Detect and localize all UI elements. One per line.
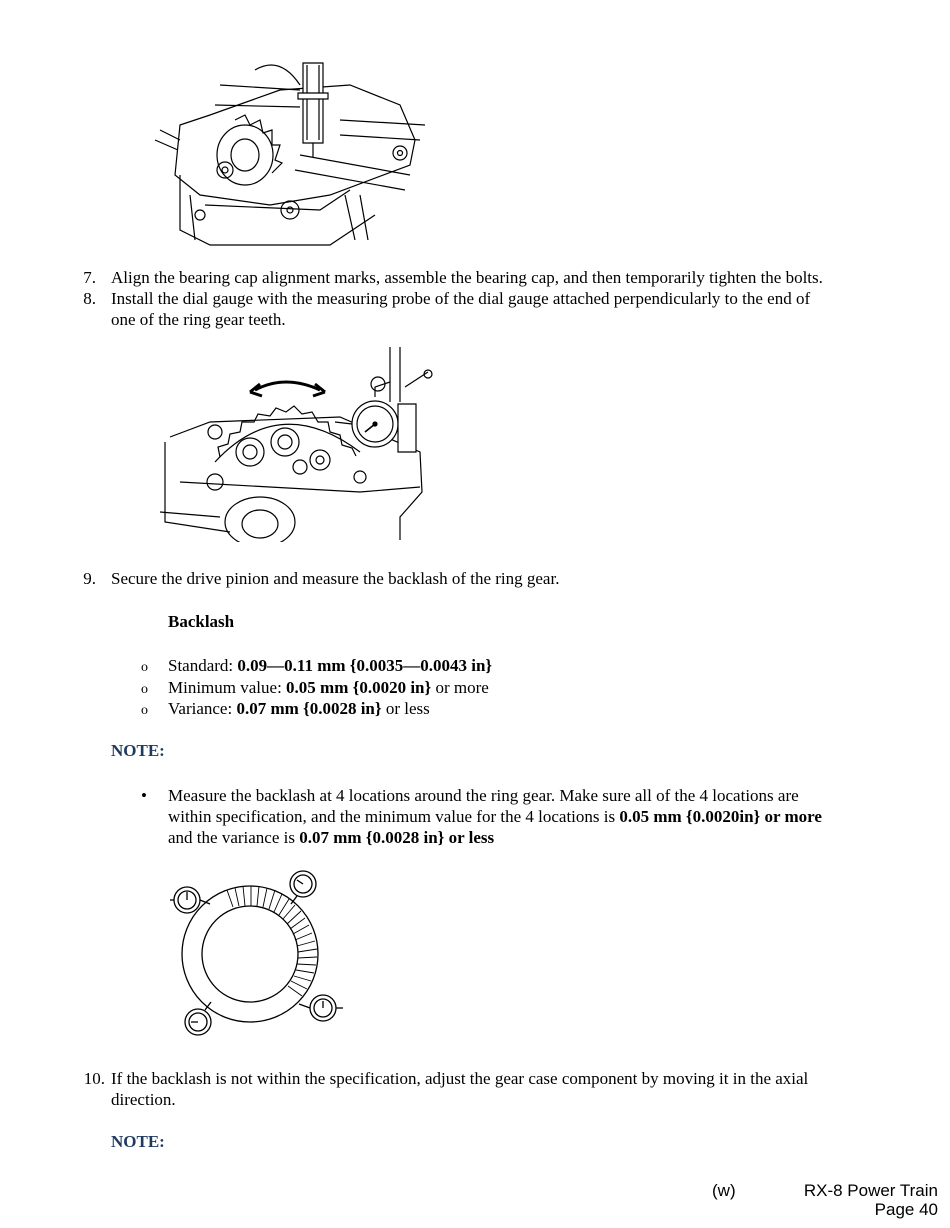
footer-code: (w): [712, 1181, 736, 1200]
note-text: within specification, and the minimum value for the 4 locations is: [168, 807, 620, 826]
footer-page-number: Page 40: [874, 1200, 938, 1219]
spec-suffix: or less: [381, 699, 430, 718]
step-number: 9.: [83, 569, 96, 588]
note-text-line3: [168, 827, 494, 848]
spec-value: 0.05 mm {0.0020 in}: [286, 678, 432, 697]
spec-value: 0.07 mm {0.0028 in}: [236, 699, 382, 718]
backlash-minimum: [168, 677, 489, 698]
backlash-variance: [168, 698, 430, 719]
step-10-text-line1: If the backlash is not within the specification, adjust the gear case component by moving it in the axial: [111, 1069, 809, 1088]
note-text: and the variance is: [168, 828, 300, 847]
bearing-cap-illustration: [150, 45, 430, 250]
step-number: 8.: [83, 289, 96, 308]
step-8-text-line1: Install the dial gauge with the measuring probe of the dial gauge attached perpendicularly to the end of: [111, 289, 811, 308]
note-text-line2: [168, 806, 822, 827]
spec-label: Standard:: [168, 656, 238, 675]
list-bullet: o: [141, 660, 148, 675]
note-label: NOTE:: [111, 741, 165, 760]
step-9-text: Secure the drive pinion and measure the backlash of the ring gear.: [111, 569, 560, 588]
note-value: 0.05 mm {0.0020in} or more: [619, 807, 822, 826]
step-8-text-line2: one of the ring gear teeth.: [111, 310, 286, 329]
footer-title: RX-8 Power Train: [803, 1181, 938, 1200]
backlash-standard: [168, 655, 492, 676]
note-text-line1: Measure the backlash at 4 locations around the ring gear. Make sure all of the 4 locations are: [168, 786, 799, 805]
spec-label: Minimum value:: [168, 678, 287, 697]
note-bullet: •: [141, 786, 147, 805]
dial-gauge-illustration: [160, 342, 440, 542]
note-label: NOTE:: [111, 1132, 165, 1151]
step-7-text: Align the bearing cap alignment marks, assemble the bearing cap, and then temporarily tighten the bolts.: [111, 268, 823, 287]
spec-value: 0.09—0.11 mm {0.0035—0.0043 in}: [237, 656, 493, 675]
list-bullet: o: [141, 682, 148, 697]
step-10-text-line2: direction.: [111, 1090, 176, 1109]
spec-label: Variance:: [168, 699, 237, 718]
note-value: 0.07 mm {0.0028 in} or less: [299, 828, 495, 847]
ring-gear-dial-locations-illustration: [165, 862, 350, 1047]
backlash-heading: Backlash: [168, 612, 235, 631]
step-number: 10.: [83, 1069, 105, 1088]
list-bullet: o: [141, 703, 148, 718]
spec-suffix: or more: [431, 678, 489, 697]
step-number: 7.: [83, 268, 96, 287]
